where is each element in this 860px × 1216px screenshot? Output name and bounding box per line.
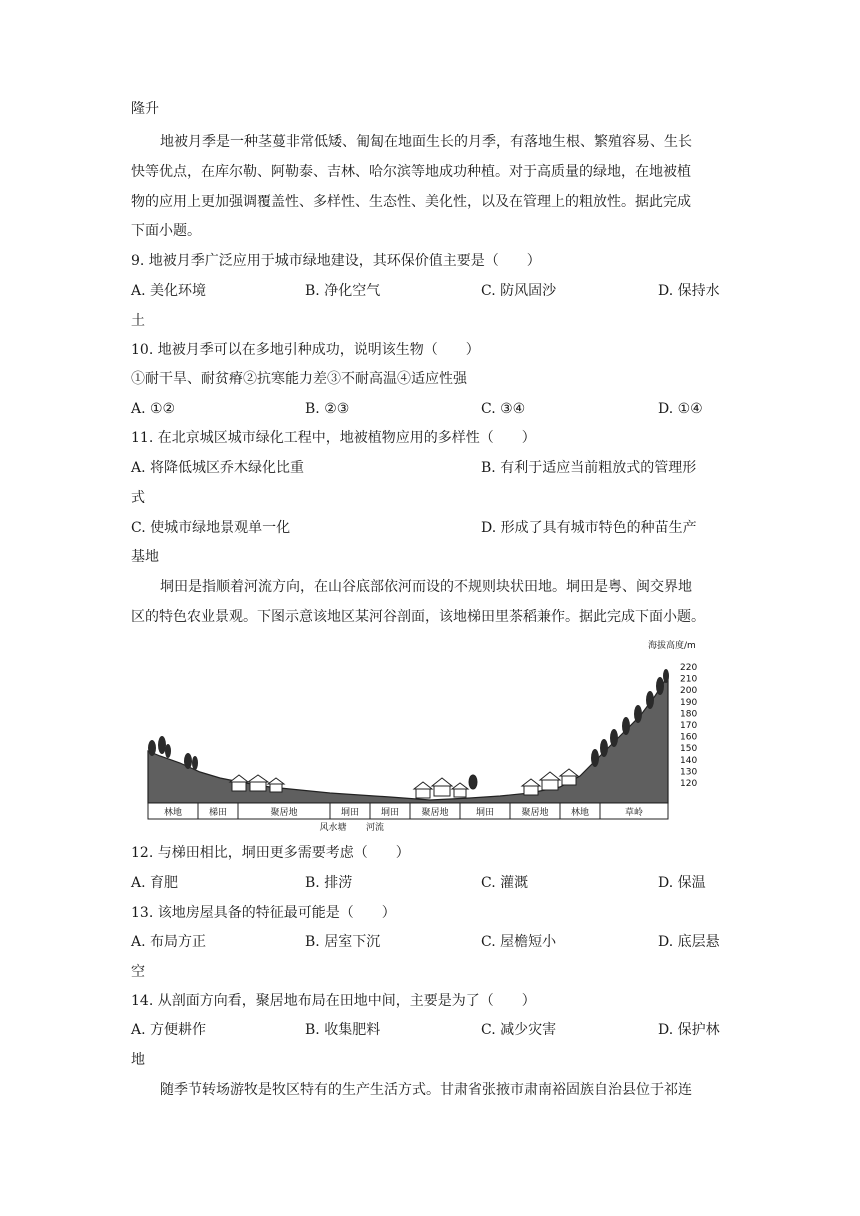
option-a: A. ①② <box>131 401 176 417</box>
altitude-tick-label: 160 <box>680 732 698 743</box>
option-a: A. 育肥 <box>131 875 179 891</box>
question-10: 10. 地被月季可以在多地引种成功，说明该生物（ ） <box>131 342 480 358</box>
zone-label: 聚居地 <box>421 808 449 818</box>
altitude-tick-label: 200 <box>680 686 698 697</box>
zone-label: 草岭 <box>624 808 644 818</box>
option-b: B. 净化空气 <box>305 283 381 299</box>
houses-left <box>230 775 284 792</box>
option-c: C. 防风固沙 <box>481 283 557 299</box>
option-a: A. 美化环境 <box>131 283 207 299</box>
river-label: 河流 <box>365 823 385 833</box>
altitude-tick-label: 140 <box>680 755 698 766</box>
zone-label: 垌田 <box>475 808 495 818</box>
zone-label: 林地 <box>163 808 183 818</box>
paragraph-line: 地被月季是一种茎蔓非常低矮、匍匐在地面生长的月季，有落地生根、繁殖容易、生长 <box>160 134 692 150</box>
houses-middle <box>414 775 477 798</box>
option-d: D. 保护林 <box>658 1022 720 1038</box>
option-d-continued: 地 <box>131 1052 145 1068</box>
option-b: B. 排涝 <box>305 875 353 891</box>
paragraph-line: 随季节转场游牧是牧区特有的生产生活方式。甘肃省张掖市肃南裕固族自治县位于祁连 <box>160 1082 692 1098</box>
option-c: C. 减少灾害 <box>481 1022 557 1038</box>
zone-label: 垌田 <box>340 808 360 818</box>
altitude-tick-label: 220 <box>680 663 698 673</box>
altitude-tick-label: 120 <box>680 779 698 789</box>
paragraph-line: 下面小题。 <box>131 223 201 239</box>
altitude-tick-label: 180 <box>680 709 698 720</box>
option-b: B. 有利于适应当前粗放式的管理形 <box>481 460 697 476</box>
pond-label: 风水塘 <box>319 823 347 833</box>
altitude-tick-label: 170 <box>680 721 698 731</box>
altitude-tick-label: 130 <box>680 767 698 778</box>
option-b: B. ②③ <box>305 401 350 417</box>
option-b: B. 收集肥料 <box>305 1022 381 1038</box>
option-d: D. 形成了具有城市特色的种苗生产 <box>481 520 697 536</box>
option-c: C. 使城市绿地景观单一化 <box>131 520 291 536</box>
question-13: 13. 该地房屋具备的特征最可能是（ ） <box>131 905 396 921</box>
paragraph-line: 垌田是指顺着河流方向，在山谷底部依河而设的不规则块状田地。垌田是粤、闽交界地 <box>160 579 692 595</box>
question-14: 14. 从剖面方向看，聚居地布局在田地中间，主要是为了（ ） <box>131 993 536 1009</box>
option-d-continued: 基地 <box>131 549 159 565</box>
option-d: D. 保温 <box>658 875 706 891</box>
option-a: A. 方便耕作 <box>131 1022 207 1038</box>
option-a: A. 布局方正 <box>131 934 207 950</box>
option-d: D. ①④ <box>658 401 703 417</box>
text-line: 隆升 <box>131 101 159 117</box>
zone-label: 聚居地 <box>270 808 298 818</box>
zone-label: 聚居地 <box>521 808 549 818</box>
zone-label: 垌田 <box>380 808 400 818</box>
option-d-continued: 土 <box>131 313 145 329</box>
paragraph-line: 物的应用上更加强调覆盖性、多样性、生态性、美化性，以及在管理上的粗放性。据此完成 <box>131 194 691 210</box>
terrain-profile <box>148 676 668 803</box>
zone-label: 林地 <box>570 808 590 818</box>
paragraph-line: 快等优点，在库尔勒、阿勒泰、吉林、哈尔滨等地成功种植。对于高质量的绿地，在地被植 <box>131 164 691 180</box>
valley-profile-svg <box>140 630 720 835</box>
question-9: 9. 地被月季广泛应用于城市绿地建设，其环保价值主要是（ ） <box>131 253 541 269</box>
altitude-tick-label: 190 <box>680 697 698 708</box>
zone-label: 梯田 <box>208 808 228 818</box>
option-d: D. 保持水 <box>658 283 720 299</box>
altitude-tick-label: 210 <box>680 674 698 685</box>
option-a: A. 将降低城区乔木绿化比重 <box>131 460 305 476</box>
axis-title: 海拔高度/m <box>648 641 696 651</box>
option-c: C. 屋檐短小 <box>481 934 557 950</box>
altitude-tick-label: 150 <box>680 744 698 755</box>
question-10-statements: ①耐干旱、耐贫瘠②抗寒能力差③不耐高温④适应性强 <box>131 371 467 387</box>
question-12: 12. 与梯田相比，垌田更多需要考虑（ ） <box>131 845 410 861</box>
option-b-continued: 式 <box>131 490 145 506</box>
option-c: C. ③④ <box>481 401 526 417</box>
option-d: D. 底层悬 <box>658 934 720 950</box>
option-d-continued: 空 <box>131 964 145 980</box>
option-b: B. 居室下沉 <box>305 934 381 950</box>
valley-profile-figure <box>140 630 720 835</box>
question-11: 11. 在北京城区城市绿化工程中，地被植物应用的多样性（ ） <box>131 430 536 446</box>
altitude-ticks <box>680 663 697 789</box>
option-c: C. 灌溉 <box>481 875 529 891</box>
paragraph-line: 区的特色农业景观。下图示意该地区某河谷剖面，该地梯田里茶稻兼作。据此完成下面小题。 <box>131 609 705 625</box>
